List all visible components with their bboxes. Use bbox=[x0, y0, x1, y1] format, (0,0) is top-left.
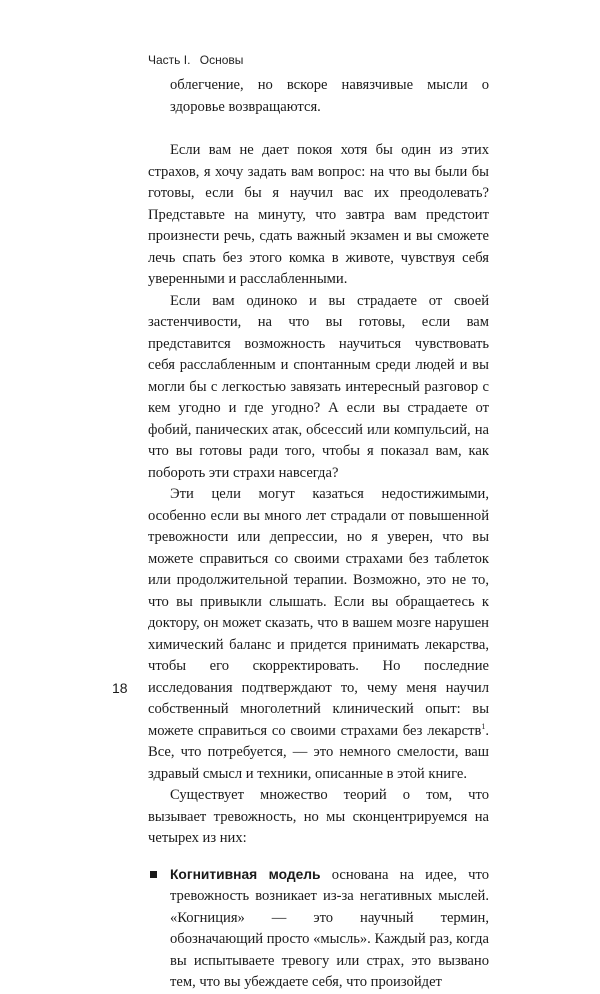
list-item bbox=[148, 864, 489, 994]
paragraph-4: Существует множество теорий о том, что вызывает тревожность, но мы сконцентрируемся на четырех из них: bbox=[148, 787, 489, 846]
paragraph-2: Если вам одиноко и вы страдаете от своей застенчивости, на что вы готовы, если вам представится возможность научиться чувствовать себя расслабленным и спонтанным среди людей и вы могли бы с легкостью завязать интересный разговор с кем угодно и где угодно? А если вы страдаете от фобий, панических атак, обсессий или компульсий, на что вы готовы ради того, чтобы я показал вам, как побороть эти страхи навсегда? bbox=[148, 292, 489, 481]
paragraph-3 bbox=[148, 484, 489, 785]
footnote-reference[interactable]: 1 bbox=[481, 721, 486, 731]
body-text bbox=[148, 75, 489, 994]
bullet-text: основана на идее, что тревожность возникает из-за негативных мыслей. «Когниция» — это научный термин, обозначающий просто «мысль». Каждый раз, когда вы испытываете тревогу или страх, это вызвано тем, что вы убеждаете себя, что произойдет bbox=[170, 866, 490, 990]
running-header-title: Основы bbox=[199, 53, 244, 67]
paragraph-3-tail: . Все, что потребуется, — это немного смелости, ваш здравый смысл и техники, описанные в этой книге. bbox=[148, 722, 489, 782]
paragraph-3-main: Эти цели могут казаться недостижимыми, особенно если вы много лет страдали от повышенной тревожности или депрессии, но я уверен, что вы можете справиться со своими страхами без таблеток или продолжительной терапии. Возможно, это не то, что вы привыкли слышать. Если вы обращаетесь к доктору, он может сказать, что в вашем мозге нарушен химический баланс и придется принимать лекарства, чтобы его скорректировать. Но последние исследования подтверждают то, чему меня научил собственный многолетний клинический опыт: вы можете справиться со своими страхами без лекарств bbox=[148, 486, 489, 739]
square-bullet-icon bbox=[150, 871, 157, 878]
running-header-part: Часть I. bbox=[148, 53, 191, 67]
paragraph-1: Если вам не дает покоя хотя бы один из этих страхов, я хочу задать вам вопрос: на что вы были бы готовы, если бы я научил вас их преодолевать? Представьте на минуту, что завтра вам предстоит произнести речь, сдать важный экзамен и вы сможете лечь спать без этого комка в животе, чувствуя себя уверенными и расслабленными. bbox=[148, 142, 489, 287]
page-number: 18 bbox=[112, 680, 128, 696]
theory-list bbox=[148, 864, 489, 994]
quote-continuation: облегчение, но вскоре навязчивые мысли о здоровье возвращаются. bbox=[170, 77, 489, 115]
bullet-term: Когнитивная модель bbox=[170, 866, 321, 882]
running-header bbox=[148, 53, 243, 67]
